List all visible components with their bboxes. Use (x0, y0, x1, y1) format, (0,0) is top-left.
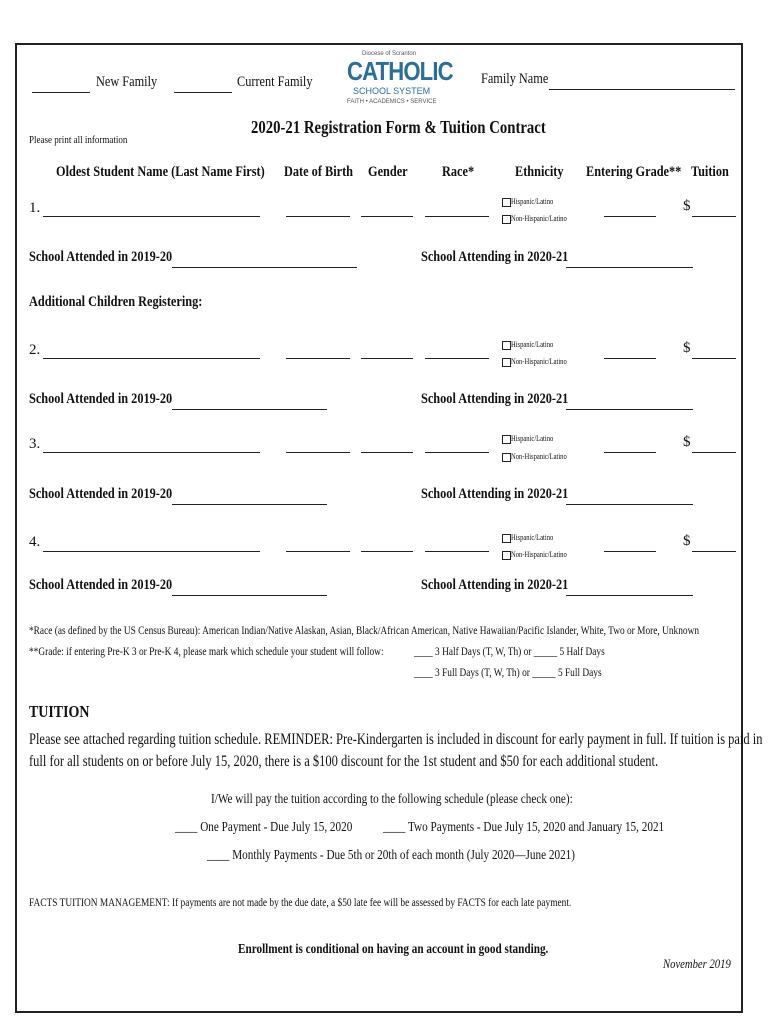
school-attending-field[interactable] (566, 595, 693, 596)
col-gender: Gender (368, 164, 408, 180)
tuition-field[interactable] (692, 551, 736, 552)
col-dob: Date of Birth (284, 164, 354, 180)
school-attending-field[interactable] (566, 267, 693, 268)
gender-field[interactable] (361, 551, 413, 552)
student-name-field[interactable] (43, 551, 260, 552)
hispanic-checkbox[interactable] (502, 534, 511, 543)
facts-late-fee-note: FACTS TUITION MANAGEMENT: If payments are not made by the due date, a $50 late fee will be assessed by FACTS for each late payment. (29, 895, 572, 909)
school-attended-field[interactable] (172, 504, 327, 505)
student-name-field[interactable] (43, 358, 260, 359)
row-number: 1. (29, 200, 41, 216)
non-hispanic-checkbox[interactable] (502, 453, 511, 462)
form-date: November 2019 (663, 956, 731, 971)
race-field[interactable] (425, 358, 489, 359)
hispanic-label: Hispanic/Latino (511, 340, 554, 349)
row-number: 4. (29, 534, 41, 550)
col-tuition: Tuition (691, 164, 729, 180)
school-attending-field[interactable] (566, 504, 693, 505)
tuition-paragraph-line-2: full for all students on or before July 15, 2020, there is a $100 discount for the 1st student and $50 for each additional student. (29, 753, 659, 770)
non-hispanic-label: Non-Hispanic/Latino (511, 214, 567, 223)
family-name-field[interactable] (549, 89, 735, 90)
student-name-field[interactable] (43, 216, 260, 217)
school-attended-label: School Attended in 2019-20 (29, 577, 173, 593)
print-note: Please print all information (29, 134, 128, 146)
form-page (15, 43, 743, 1013)
payment-schedule-intro: I/We will pay the tuition according to the following schedule (please check one): (211, 792, 573, 807)
col-race: Race* (442, 164, 475, 180)
school-attending-label: School Attending in 2020-21 (421, 391, 569, 407)
race-field[interactable] (425, 551, 489, 552)
tuition-heading: TUITION (29, 702, 90, 721)
hispanic-checkbox[interactable] (502, 341, 511, 350)
school-attending-field[interactable] (566, 409, 693, 410)
dollar-sign: $ (683, 533, 691, 549)
row-number: 3. (29, 436, 41, 452)
grade-footnote: **Grade: if entering Pre-K 3 or Pre-K 4, please mark which schedule your student will follow: (29, 644, 384, 658)
school-attended-field[interactable] (172, 595, 327, 596)
school-attending-label: School Attending in 2020-21 (421, 486, 569, 502)
dob-field[interactable] (286, 358, 350, 359)
new-family-label: New Family (96, 74, 158, 90)
two-payments-option[interactable]: ____ Two Payments - Due July 15, 2020 and January 15, 2021 (383, 820, 665, 835)
dob-field[interactable] (286, 216, 350, 217)
race-field[interactable] (425, 216, 489, 217)
school-attending-label: School Attending in 2020-21 (421, 249, 569, 265)
one-payment-option[interactable]: ____ One Payment - Due July 15, 2020 (175, 820, 353, 835)
family-name-label: Family Name (481, 71, 549, 87)
non-hispanic-checkbox[interactable] (502, 358, 511, 367)
col-ethnicity: Ethnicity (515, 164, 564, 180)
dollar-sign: $ (683, 198, 691, 214)
form-title: 2020-21 Registration Form & Tuition Contract (251, 117, 546, 137)
gender-field[interactable] (361, 452, 413, 453)
grade-field[interactable] (604, 551, 656, 552)
hispanic-checkbox[interactable] (502, 198, 511, 207)
hispanic-label: Hispanic/Latino (511, 434, 554, 443)
non-hispanic-label: Non-Hispanic/Latino (511, 357, 567, 366)
col-entering-grade: Entering Grade** (586, 164, 682, 180)
current-family-label: Current Family (237, 74, 313, 90)
tuition-field[interactable] (692, 216, 736, 217)
school-attended-label: School Attended in 2019-20 (29, 486, 173, 502)
school-attending-label: School Attending in 2020-21 (421, 577, 569, 593)
school-attended-field[interactable] (172, 267, 357, 268)
grade-field[interactable] (604, 452, 656, 453)
hispanic-checkbox[interactable] (502, 435, 511, 444)
hispanic-label: Hispanic/Latino (511, 197, 554, 206)
dollar-sign: $ (683, 434, 691, 450)
enrollment-condition: Enrollment is conditional on having an account in good standing. (238, 942, 549, 957)
col-student-name: Oldest Student Name (Last Name First) (56, 164, 265, 180)
dob-field[interactable] (286, 452, 350, 453)
prek-half-days-option[interactable]: ____ 3 Half Days (T, W, Th) or _____ 5 Half Days (414, 644, 605, 658)
dollar-sign: $ (683, 340, 691, 356)
school-attended-field[interactable] (172, 409, 327, 410)
non-hispanic-checkbox[interactable] (502, 551, 511, 560)
current-family-field[interactable] (174, 92, 232, 93)
student-name-field[interactable] (43, 452, 260, 453)
dob-field[interactable] (286, 551, 350, 552)
non-hispanic-label: Non-Hispanic/Latino (511, 550, 567, 559)
grade-field[interactable] (604, 358, 656, 359)
hispanic-label: Hispanic/Latino (511, 533, 554, 542)
new-family-field[interactable] (32, 92, 90, 93)
school-attended-label: School Attended in 2019-20 (29, 249, 173, 265)
prek-full-days-option[interactable]: ____ 3 Full Days (T, W, Th) or _____ 5 Full Days (414, 665, 602, 679)
race-field[interactable] (425, 452, 489, 453)
tuition-field[interactable] (692, 358, 736, 359)
grade-field[interactable] (604, 216, 656, 217)
additional-children-heading: Additional Children Registering: (29, 294, 203, 310)
tuition-paragraph-line-1: Please see attached regarding tuition schedule. REMINDER: Pre-Kindergarten is included in discount for early payment in full. If tuition is paid in (29, 731, 763, 748)
race-footnote: *Race (as defined by the US Census Bureau): American Indian/Native Alaskan, Asian, Black/African American, Native Hawaiian/Pacific Islander, White, Two or More, Unknown (29, 623, 700, 637)
non-hispanic-label: Non-Hispanic/Latino (511, 452, 567, 461)
gender-field[interactable] (361, 358, 413, 359)
gender-field[interactable] (361, 216, 413, 217)
monthly-payments-option[interactable]: ____ Monthly Payments - Due 5th or 20th of each month (July 2020—June 2021) (207, 848, 576, 863)
non-hispanic-checkbox[interactable] (502, 215, 511, 224)
school-attended-label: School Attended in 2019-20 (29, 391, 173, 407)
tuition-field[interactable] (692, 452, 736, 453)
row-number: 2. (29, 342, 41, 358)
